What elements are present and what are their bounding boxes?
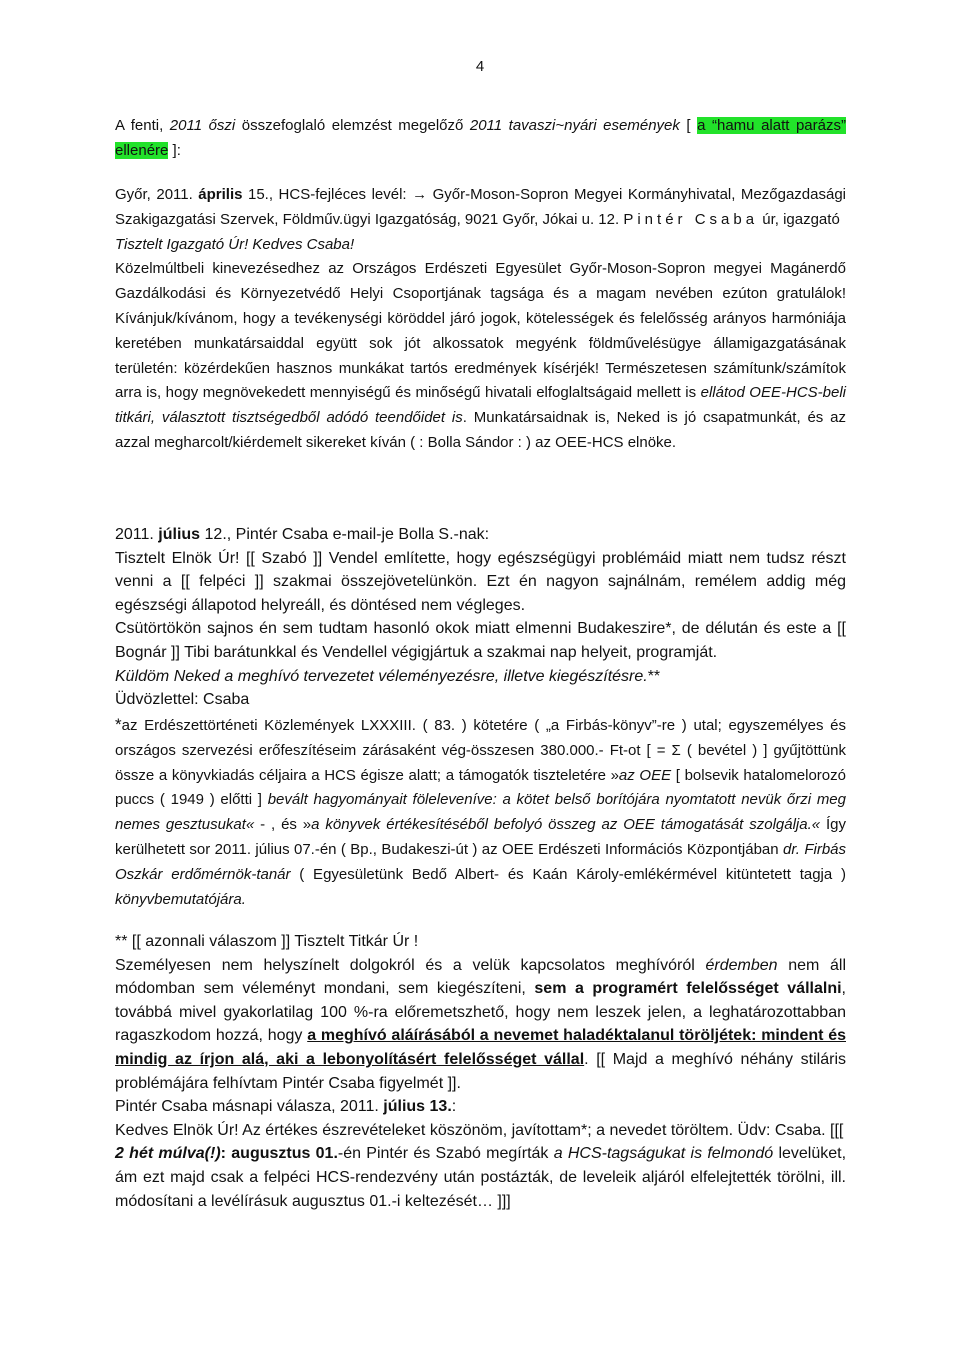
- email-paragraph: [115, 665, 846, 689]
- footnote-text: - , és »: [254, 816, 312, 834]
- letter-greeting: Tisztelt Igazgató Úr! Kedves Csaba!: [115, 235, 355, 253]
- page-number: 4: [475, 58, 485, 75]
- email-header: [115, 523, 846, 547]
- intro-section: [115, 114, 846, 164]
- footnote-italic: könyvbemutatójára.: [115, 890, 246, 908]
- footnote-italic: az OEE: [618, 766, 672, 784]
- reply-response-body: Kedves Elnök Úr! Az értékes észrevételeket köszönöm, javítottam*; a nevedet töröltem. Üdv: Csaba. [[[: [115, 1121, 844, 1139]
- footnote-text: ( Egyesületünk Bedő Albert- és Kaán Károly-emlékérmével kitüntetett tagja ): [290, 865, 847, 883]
- email-header-text: , Pintér Csaba e-mail-je Bolla S.-nak:: [226, 526, 490, 543]
- letter-april-header: [115, 183, 846, 233]
- email-date-day: 12.: [200, 526, 227, 543]
- letter-address: , HCS-fejléces levél: → Győr-Moson-Sopron Megyei Kormányhivatal, Mezőgazdasági Szakigazgatási Szervek, Földműv.ügyi Igazgatóság, 9021 Győr, Jókai u. 12.: [115, 186, 846, 228]
- intro-text: összefoglaló elemzést megelőző: [235, 117, 470, 134]
- reply-italic: érdemben: [705, 956, 778, 974]
- letter-addressee-name: Pintér Csaba: [623, 210, 759, 228]
- reply-late-note: [115, 1142, 846, 1213]
- footnote-section: [115, 713, 846, 912]
- reply-bold: sem a programért felelősséget vállalni: [534, 980, 842, 998]
- email-date: 2011.: [115, 526, 159, 543]
- reply-title: ** [[ azonnali válaszom ]] Tisztelt Titkár Úr !: [115, 933, 419, 950]
- footnote-italic: a könyvek értékesítéséből befolyó összeg az OEE támogatását szolgálja.«: [311, 816, 821, 834]
- letter-body-text: Közelmúltbeli kinevezésedhez az Országos Erdészeti Egyesület Győr-Moson-Sopron megyei Magánerdő Gazdálkodási és Környezetvédő Helyi Csoportjának tagsága és a magam nevében ezúton gratulálok! Kívánjuk/kívánom, hogy a tevékenységi köröddel járó jogok, kötelességek és felelősség arányos harmóniája keretében munkatársaiddal együtt sok jót alkossatok megyénk földművelésügye államigazgatásának területén: közérdekűen hasznos munkákat tartós eredmények kísérjék! Természetesen számítunk/számítok arra is, hogy megnövekedett mennyiségű és minőségű hivatali elfoglaltságaid mellett is: [115, 260, 846, 402]
- intro-italic: 2011 tavaszi~nyári események: [469, 117, 680, 134]
- email-footnote-mark: **: [647, 667, 661, 685]
- reply-late-date: augusztus 01.: [226, 1145, 338, 1163]
- footnote-italic: dr. Firbás Oszkár erdőmérnök-tanár: [115, 840, 847, 883]
- footnote-text: Így kerülhetett sor 2011. július 07.-én ( Bp., Budakeszi-út ) az OEE Erdészeti Információs Központjában: [115, 816, 846, 858]
- letter-date-day: 15.: [242, 186, 269, 203]
- email-closing: Üdvözlettel: Csaba: [115, 691, 250, 709]
- reply-text: Személyesen nem helyszínelt dolgokról és a velük kapcsolatos meghívóról: [115, 956, 706, 974]
- letter-addressee-role: úr, igazgató: [758, 210, 840, 228]
- footnote-paragraph: [115, 713, 846, 912]
- email-july-section: [115, 523, 846, 712]
- reply-paragraph: [115, 954, 846, 1096]
- reply-response-date: július 13.: [383, 1098, 452, 1116]
- intro-text: A fenti,: [115, 117, 170, 134]
- email-paragraph: Csütörtökön sajnos én sem tudtam hasonló okok miatt elmenni Budakeszire*, de délután és este a [[ Bognár ]] Tibi barátunkkal és Vendellel végigjártuk a szakmai nap helyeit, programját.: [115, 620, 846, 661]
- reply-section: [115, 930, 846, 1213]
- reply-late-colon: :: [220, 1145, 226, 1163]
- email-italic: Küldöm Neked a meghívó tervezetet véleményezésre, illetve kiegészítésre.: [115, 667, 648, 685]
- footnote-text: az Erdészettörténeti Közlemények LXXXIII. ( 83. ) kötetére ( „a Firbás-könyv”-re ) utal; egyszemélyes és országos szervezési erőfeszítéseim zárásaként vég-összesen 380.000.- Ft-ot [ = Σ ( bevétel ) ] gyűjtöttünk össze a könyvkiadás céljaira a HCS égisze alatt; a támogatók tiszteletére »: [115, 717, 846, 784]
- reply-late-bold: 2 hét múlva(!): [115, 1145, 221, 1163]
- intro-highlight: a “hamu alatt parázs” ellenére: [115, 117, 846, 159]
- letter-body-italic: ellátod OEE-HCS-beli titkári, választott tisztségedből adódó teendőidet is: [115, 384, 846, 427]
- intro-paragraph: [115, 114, 846, 164]
- footnote-star: *: [115, 715, 122, 734]
- email-date-month: július: [158, 526, 201, 543]
- letter-body: [115, 257, 846, 455]
- letter-body-text: . Munkatársaidnak is, Neked is jó csapatmunkát, és az azzal megharcolt/kiérdemelt sikereket kíván ( : Bolla Sándor : ) az OEE-HCS elnöke.: [115, 409, 846, 451]
- reply-text: nem áll módomban sem véleményt mondani, sem kiegészíteni,: [115, 956, 846, 998]
- letter-april-section: [115, 183, 846, 456]
- intro-italic: 2011 őszi: [169, 117, 236, 134]
- letter-date: Győr, 2011.: [115, 186, 199, 203]
- reply-bold-underlined: a meghívó aláírásából a nevemet haladéktalanul töröljétek: mindent és mindig az írjon alá, aki a lebonyolításért felelősséget vállal: [115, 1027, 846, 1068]
- intro-text: ]:: [168, 141, 181, 159]
- footnote-italic: bevált hagyományait föleleveníve: a kötet belső borítójára nyomtatott nevük őrzi meg nemes gesztusukat«: [115, 791, 846, 834]
- reply-response-header: [115, 1095, 846, 1119]
- intro-text: [: [679, 117, 698, 134]
- reply-text: , továbbá mivel gyakorlatilag 100 %-ra előremetszhető, hogy nem leszek jelen, a leghatározottabban ragaszkodom hozzá, hogy: [115, 980, 846, 1045]
- reply-late-text: -én Pintér és Szabó megírták: [337, 1145, 554, 1163]
- reply-text: . [[ Majd a meghívó néhány stiláris problémájára felhívtam Pintér Csaba figyelmét ]].: [115, 1050, 846, 1092]
- reply-late-italic: a HCS-tagságukat is felmondó: [553, 1145, 774, 1163]
- reply-late-text: levelüket, ám ezt majd csak a felpéci HCS-rendezvény után postázták, de leveleik aljáról elfelejtették törölni, ill. módosítani a levélírásuk augusztus 01.-i keltezését… ]]]: [115, 1145, 847, 1210]
- letter-date-month: április: [198, 186, 243, 203]
- email-paragraph: Tisztelt Elnök Úr! [[ Szabó ]] Vendel említette, hogy egészségügyi problémáid miatt nem tudsz részt venni a [[ felpéci ]] szakmai összejövetelünkön. Ezt én nagyon sajnálnám, remélem addig még egészségi állapotod helyreáll, és döntésed nem végleges.: [115, 549, 846, 614]
- reply-response-text: Pintér Csaba másnapi válasza, 2011.: [115, 1098, 384, 1116]
- reply-response-colon: :: [451, 1098, 457, 1116]
- footnote-text: [ bolsevik hatalomelorozó puccs ( 1949 ) előtti ]: [115, 766, 846, 809]
